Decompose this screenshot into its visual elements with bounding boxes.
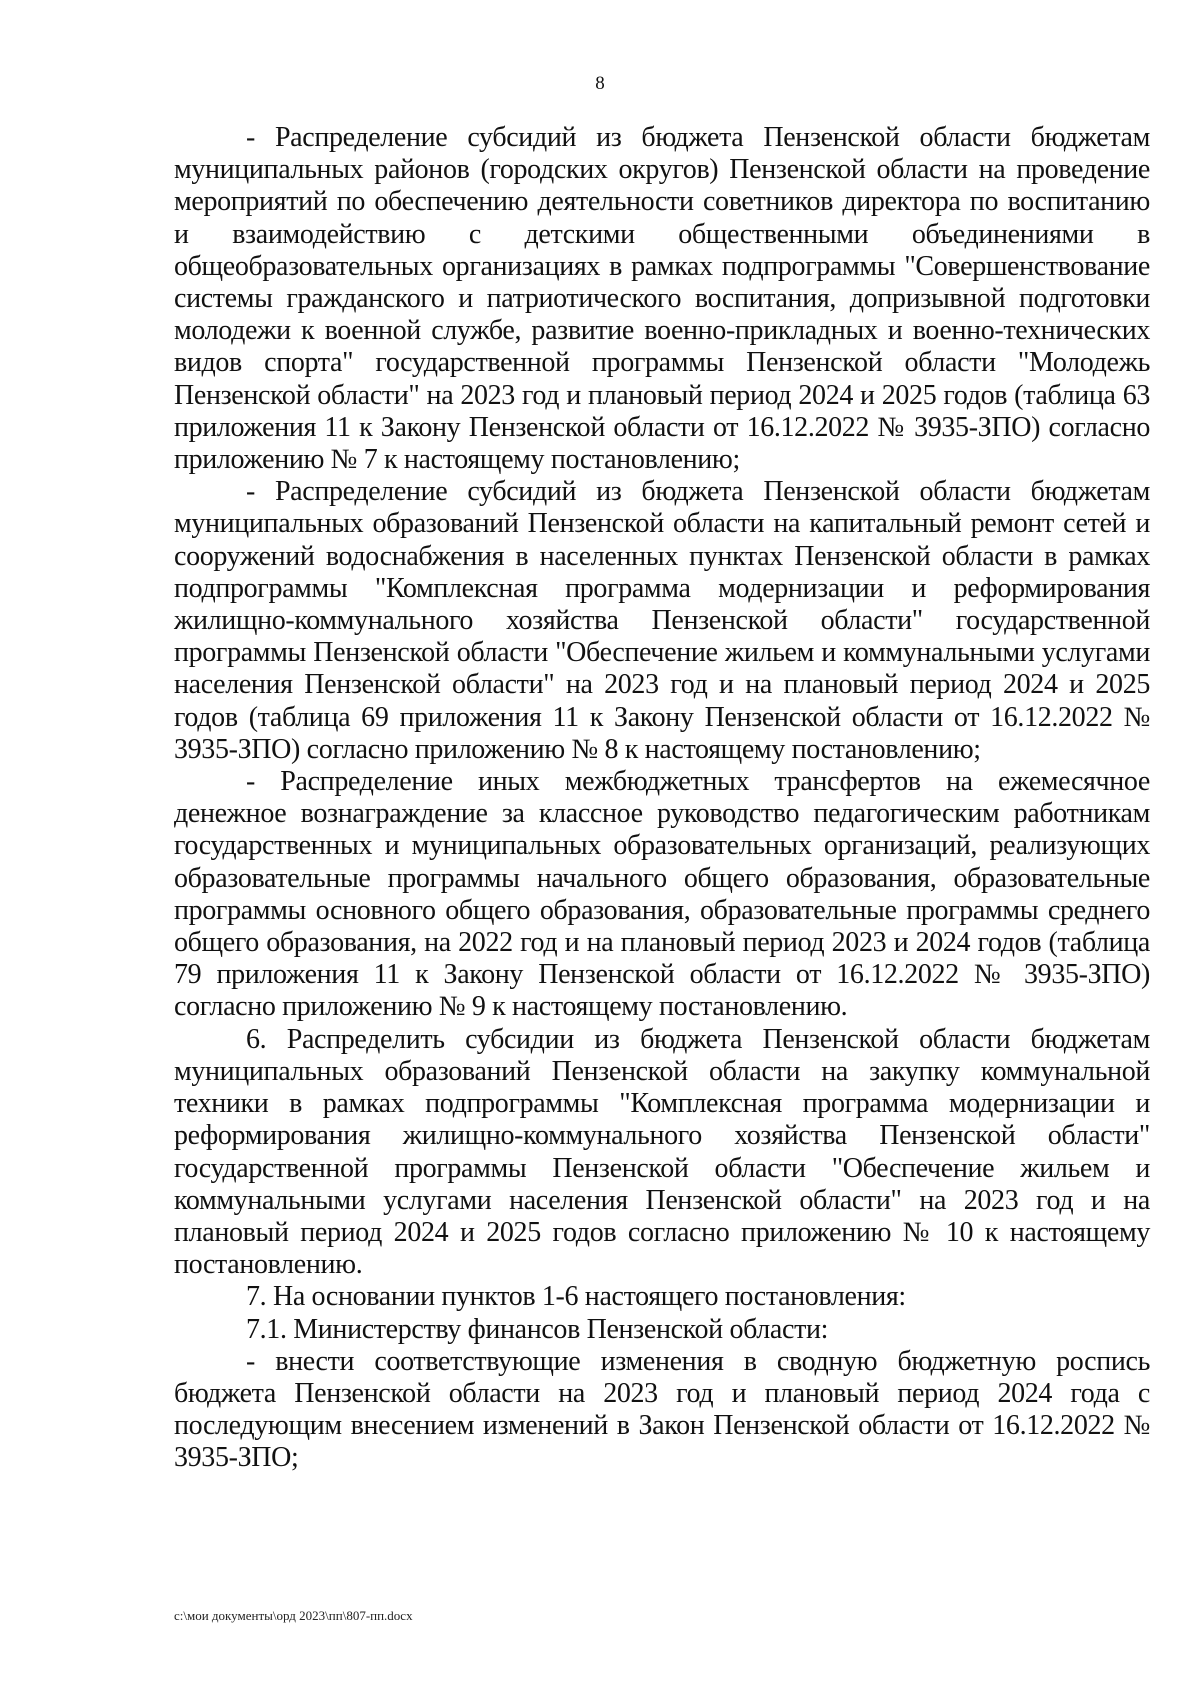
paragraph-subsidies-water-supply: - Распределение субсидий из бюджета Пензенской области бюджетам муниципальных образований Пензенской области на капитальный ремонт сетей и сооружений водоснабжения в населенных пунктах Пензенской области в рамках подпрограммы "Комплексная программа модернизации и реформирования жилищно-коммунального хозяйства Пензенской области" государственной программы Пензенской области "Обеспечение жильем и коммунальными услугами населения Пензенской области" на 2023 год и на плановый период 2024 и 2025 годов (таблица 69 приложения 11 к Закону Пензенской области от 16.12.2022 № 3935-ЗПО) согласно приложению № 8 к настоящему постановлению; — [174, 476, 1150, 765]
paragraph-budget-changes: - внести соответствующие изменения в сводную бюджетную роспись бюджета Пензенской области на 2023 год и плановый период 2024 года с последующим внесением изменений в Закон Пензенской области от 16.12.2022 № 3935-ЗПО; — [174, 1345, 1150, 1474]
page-number: 8 — [595, 73, 605, 94]
paragraph-item-6-communal-equipment: 6. Распределить субсидии из бюджета Пензенской области бюджетам муниципальных образований Пензенской области на закупку коммунальной техники в рамках подпрограммы "Комплексная программа модернизации и реформирования жилищно-коммунального хозяйства Пензенской области" государственной программы Пензенской области "Обеспечение жильем и коммунальными услугами населения Пензенской области" на 2023 год и на плановый период 2024 и 2025 годов согласно приложению № 10 к настоящему постановлению. — [174, 1023, 1150, 1281]
paragraph-transfers-class-teachers: - Распределение иных межбюджетных трансфертов на ежемесячное денежное вознаграждение за классное руководство педагогическим работникам государственных и муниципальных образовательных организаций, реализующих образовательные программы начального общего образования, образовательные программы основного общего образования, образовательные программы среднего общего образования, на 2022 год и на плановый период 2023 и 2024 годов (таблица 79 приложения 11 к Закону Пензенской области от 16.12.2022 № 3935-ЗПО) согласно приложению № 9 к настоящему постановлению. — [174, 766, 1150, 1023]
document-body — [174, 122, 1150, 1475]
paragraph-subsidies-youth-advisors: - Распределение субсидий из бюджета Пензенской области бюджетам муниципальных районов (городских округов) Пензенской области на проведение мероприятий по обеспечению деятельности советников директора по воспитанию и взаимодействию с детскими общественными объединениями в общеобразовательных организациях в рамках подпрограммы "Совершенствование системы гражданского и патриотического воспитания, допризывной подготовки молодежи к военной службе, развитие военно-прикладных и военно-технических видов спорта" государственной программы Пензенской области "Молодежь Пензенской области" на 2023 год и плановый период 2024 и 2025 годов (таблица 63 приложения 11 к Закону Пензенской области от 16.12.2022 № 3935-ЗПО) согласно приложению № 7 к настоящему постановлению; — [174, 122, 1150, 476]
paragraph-item-7: 7. На основании пунктов 1-6 настоящего постановления: — [246, 1281, 906, 1313]
paragraph-item-7-1: 7.1. Министерству финансов Пензенской области: — [246, 1313, 829, 1345]
footer-file-path: c:\мои документы\орд 2023\пп\807-пп.docx — [174, 1608, 413, 1623]
